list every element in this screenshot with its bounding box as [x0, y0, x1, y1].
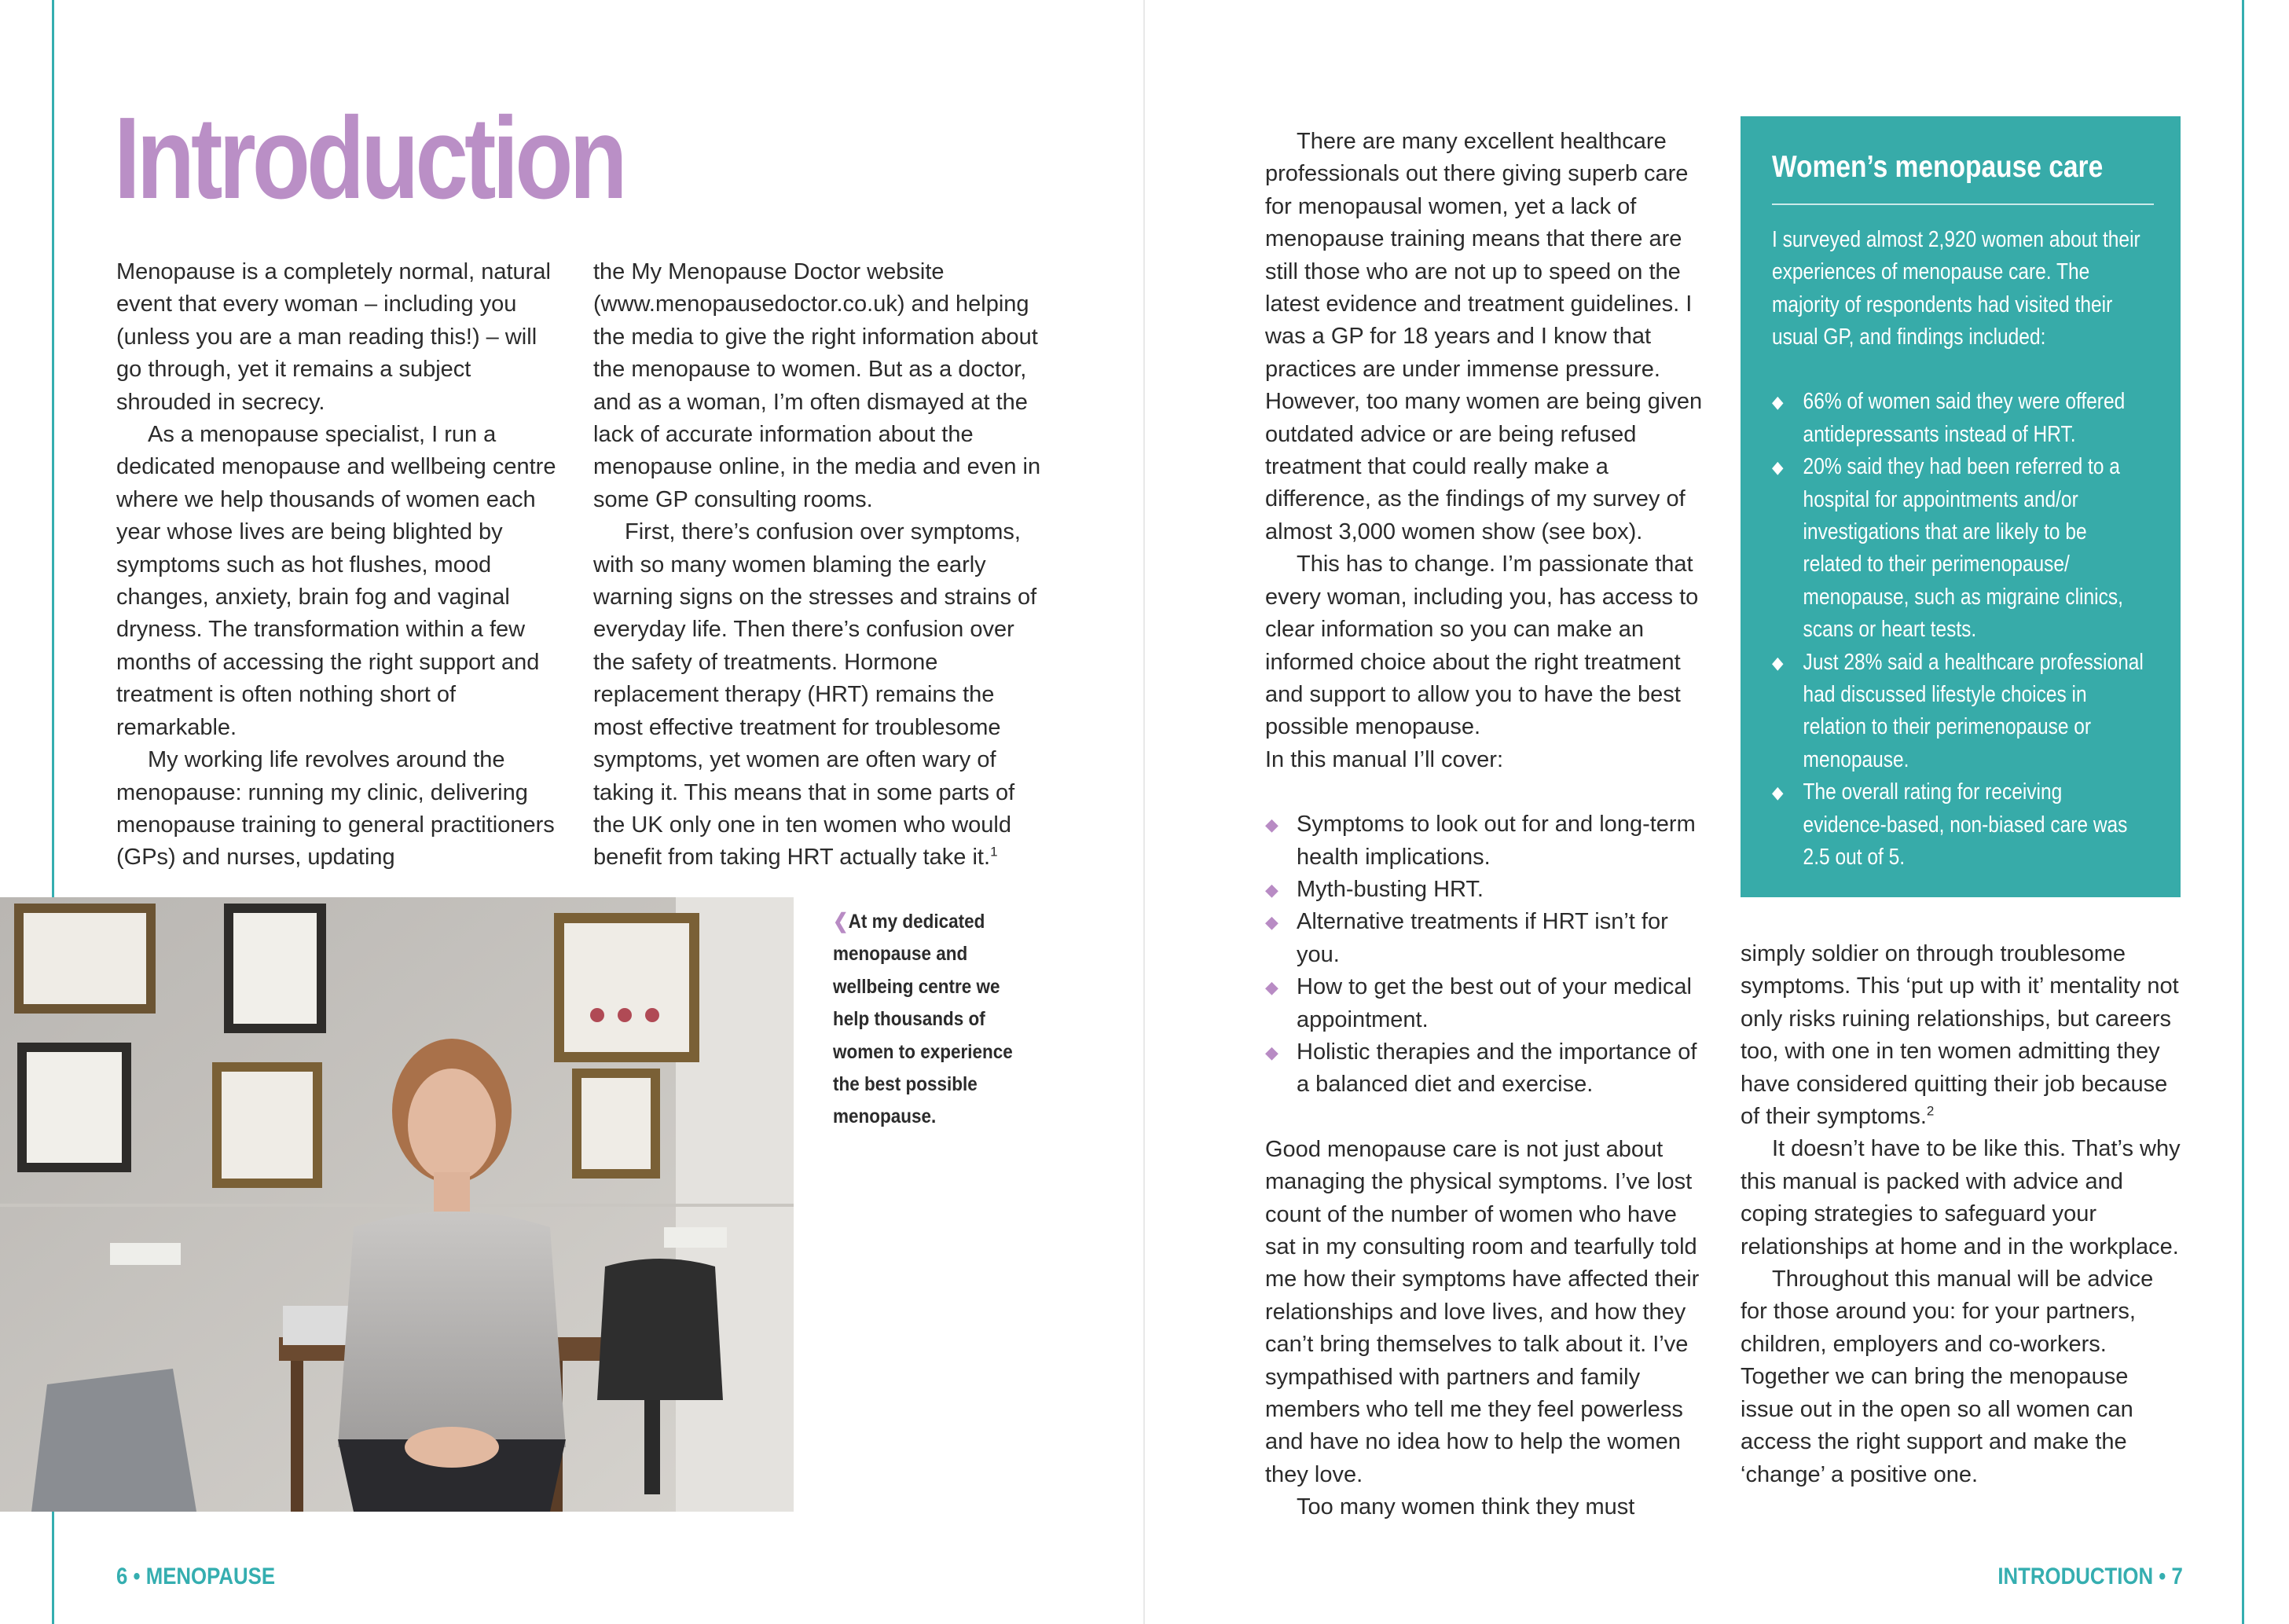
footnote-marker: 1 — [990, 844, 998, 860]
text-column-2 — [593, 256, 1049, 874]
paragraph: the My Menopause Doctor website (www.menopausedoctor.co.uk) and helping the media to give the right information about the menopause to women. But as a doctor, and as a woman, I’m often dismayed at the lack of accurate information about the menopause online, in the media and even in some GP consulting rooms. — [593, 259, 1041, 512]
paragraph: Menopause is a completely normal, natural event that every woman – including you (unless you are a man reading this!) – will go through, yet it remains a subject shrouded in secrecy. — [116, 259, 551, 415]
box-list-item: ◆ 20% said they had been referred to a hospital for appointments and/or investigations that are likely to be related to their perimenopause/ menopause, such as migraine clinics, scans or heart tests. — [1772, 451, 2151, 646]
cover-list — [1265, 808, 1713, 1102]
list-item: ◆ Myth-busting HRT. — [1265, 874, 1713, 906]
box-list-item: ◆ The overall rating for receiving evidence-based, non-biased care was 2.5 out of 5. — [1772, 776, 2151, 874]
clinic-photo-image — [0, 897, 794, 1512]
list-item: ◆ How to get the best out of your medical appointment. — [1265, 971, 1713, 1036]
right-trim-line — [2242, 0, 2244, 1624]
paragraph: My working life revolves around the menopause: running my clinic, delivering menopause training to general practitioners (GPs) and nurses, updating — [116, 747, 555, 871]
paragraph: This has to change. I’m passionate that every woman, including you, has access to clear information so you can make an informed choice about the right treatment and support to allow you to have the best possible menopause. — [1265, 552, 1699, 740]
text-column-1 — [116, 256, 568, 874]
paragraph: In this manual I’ll cover: — [1265, 746, 1504, 772]
paragraph: It doesn’t have to be like this. That’s why this manual is packed with advice and coping strategies to safeguard your relationships at home and in the workplace. — [1741, 1136, 2181, 1259]
paragraph: Throughout this manual will be advice for those around you: for your partners, children, employers and co-workers. Together we can bring the menopause issue out in the open so all women can access the right support and make the ‘change’ a positive one. — [1741, 1267, 2154, 1487]
text-column-4 — [1741, 938, 2181, 1491]
clinic-photo — [0, 897, 794, 1512]
footnote-marker: 2 — [1926, 1103, 1935, 1119]
paragraph — [593, 516, 1049, 874]
text-column-3 — [1265, 126, 1713, 1524]
box-body — [1772, 224, 2151, 874]
paragraph: There are many excellent healthcare professionals out there giving superb care for menopausal women, yet a lack of menopause training means that there are still those who are not up to speed on the latest evidence and treatment guidelines. I was a GP for 18 years and I know that practices are under immense pressure. However, too many women are being given outdated advice or are being refused treatment that could really make a difference, as the findings of my survey of almost 3,000 women show (see box). — [1265, 129, 1703, 544]
paragraph-text: First, there’s confusion over symptoms, with so many women blaming the early warning signs on the stresses and strains of everyday life. Then there’s confusion over the safety of treatments. Hormone replacement therapy (HRT) remains the most effective treatment for troublesome symptoms, yet women are often wary of taking it. This means that in some parts of the UK only one in ten women who would benefit from taking HRT actually take it. — [593, 519, 1037, 871]
paragraph-text: simply soldier on through troublesome symptoms. This ‘put up with it’ mentality not only risks ruining relationships, but careers too, with one in ten women admitting they have considered quitting their job because of their symptoms. — [1741, 941, 2179, 1130]
list-item: ◆ Symptoms to look out for and long-term health implications. — [1265, 808, 1713, 874]
list-item: ◆ Alternative treatments if HRT isn’t for you. — [1265, 906, 1713, 971]
box-list-item: ◆ Just 28% said a healthcare professional had discussed lifestyle choices in relation to their perimenopause or menopause. — [1772, 647, 2151, 777]
paragraph: Too many women think they must — [1297, 1494, 1635, 1520]
spacer — [1265, 776, 1713, 808]
page-gutter — [1143, 0, 1145, 1624]
paragraph: As a menopause specialist, I run a dedicated menopause and wellbeing centre where we help thousands of women each year whose lives are being blighted by symptoms such as hot flushes, mood changes, anxiety, brain fog and vaginal dryness. The transformation within a few months of accessing the right support and treatment is often nothing short of remarkable. — [116, 422, 556, 740]
caption-text: At my dedicated menopause and wellbeing centre we help thousands of women to experience the best possible menopause. — [833, 911, 1013, 1128]
right-folio: INTRODUCTION • 7 — [1997, 1564, 2183, 1589]
box-findings-list — [1772, 386, 2151, 874]
survey-box — [1741, 116, 2181, 897]
paragraph: Good menopause care is not just about managing the physical symptoms. I’ve lost count of the number of women who have sat in my consulting room and tearfully told me how their symptoms have affected their relationships and love lives, and how they can’t bring themselves to talk about it. I’ve sympathised with partners and family members who tell me they feel powerless and have no idea how to help the women they love. — [1265, 1136, 1700, 1487]
spacer — [1265, 1102, 1713, 1134]
page-title: Introduction — [114, 93, 624, 223]
paragraph — [1741, 938, 2181, 1133]
box-intro: I surveyed almost 2,920 women about their experiences of menopause care. The majority of respondents had visited their usual GP, and findings included: — [1772, 226, 2140, 350]
box-title: Women’s menopause care — [1772, 150, 2104, 184]
list-item: ◆ Holistic therapies and the importance of a balanced diet and exercise. — [1265, 1036, 1713, 1102]
left-folio: 6 • MENOPAUSE — [116, 1564, 276, 1589]
box-divider — [1772, 203, 2154, 205]
box-list-item: ◆ 66% of women said they were offered antidepressants instead of HRT. — [1772, 386, 2151, 451]
arrow-left-icon: ❮ — [833, 909, 849, 933]
photo-caption — [833, 905, 1038, 1134]
